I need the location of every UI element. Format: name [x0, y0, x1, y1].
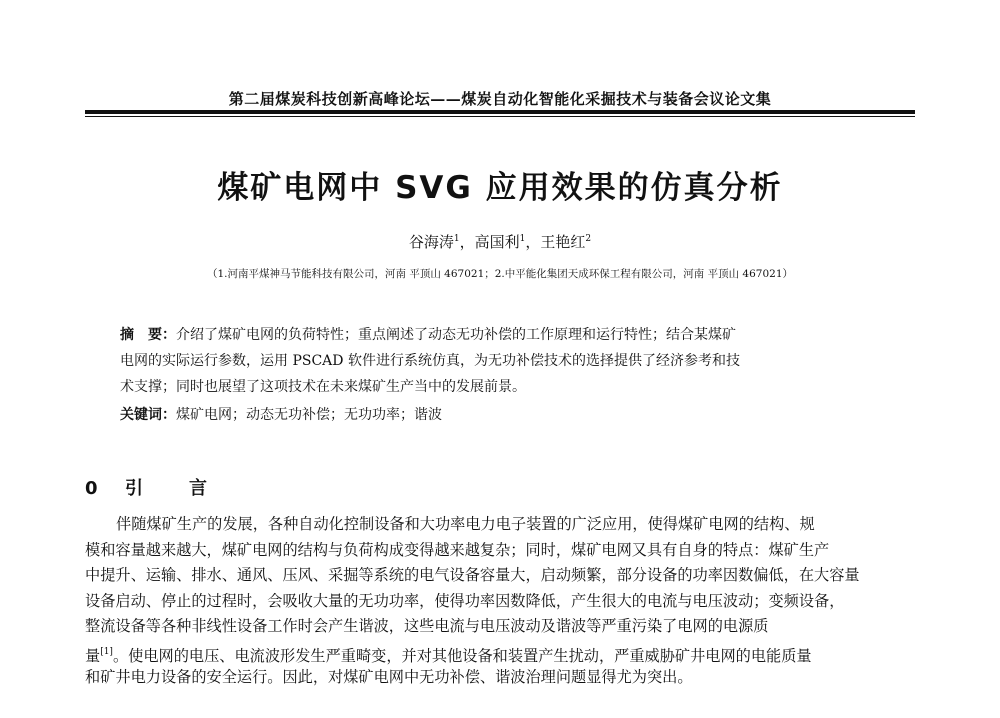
paper-title: 煤矿电网中 SVG 应用效果的仿真分析	[217, 170, 783, 206]
author-name: 王艳红	[540, 233, 586, 251]
author-affiliation-mark: 2	[585, 234, 592, 244]
keywords-text: 煤矿电网；动态无功补偿；无功功率；谐波	[176, 407, 442, 423]
author-list: 谷海涛$^1$，高国利$^1$，王艳红$^2$	[408, 233, 592, 251]
body-line: 伴随煤矿生产的发展，各种自动化控制设备和大功率电力电子装置的广泛应用，使得煤矿电网的结构、规	[116, 515, 815, 533]
abstract-label: 摘 要：	[120, 327, 176, 343]
body-line: 设备启动、停止的过程时，会吸收大量的无功功率，使得功率因数降低，产生很大的电流与电压波动；变频设备，	[85, 591, 845, 610]
body-line	[85, 640, 915, 666]
affiliation: （1.河南平煤神马节能科技有限公司，河南 平顶山 467021；2.中平能化集团天成环保工程有限公司，河南 平顶山 467021）	[206, 268, 794, 280]
abstract-text: 介绍了煤矿电网的负荷特性；重点阐述了动态无功补偿的工作原理和运行特性；结合某煤矿	[176, 327, 736, 343]
abstract	[120, 322, 890, 400]
header-rule-thin	[85, 116, 915, 117]
abstract-line: 术支撑；同时也展望了这项技术在未来煤矿生产当中的发展前景。	[120, 379, 526, 395]
section-heading	[85, 474, 253, 500]
abstract-line: 电网的实际运行参数，运用 PSCAD 软件进行系统仿真，为无功补偿技术的选择提供了经济参考和技	[120, 353, 740, 369]
body-line: 和矿井电力设备的安全运行。因此，对煤矿电网中无功补偿、谐波治理问题显得尤为突出。	[85, 668, 693, 686]
author-affiliation-mark: 1	[519, 234, 526, 244]
body-line: 中提升、运输、排水、通风、压风、采掘等系统的电气设备容量大，启动频繁，部分设备的功率因数偏低，在大容量	[85, 566, 860, 584]
author-name: 高国利	[474, 233, 520, 251]
body-text-fragment: 量	[85, 646, 101, 665]
section-title: 引言	[125, 478, 253, 499]
citation-reference[interactable]: [1]	[100, 646, 113, 657]
body-line: 模和容量越来越大，煤矿电网的结构与负荷构成变得越来越复杂；同时，煤矿电网又具有自身的特点：煤矿生产	[85, 540, 830, 559]
author-affiliation-mark: 1	[453, 234, 460, 244]
body-paragraph	[85, 512, 915, 691]
body-text-fragment: 。使电网的电压、电流波形发生严重畸变，并对其他设备和装置产生扰动，严重威胁矿井电网的电能质量	[112, 646, 812, 665]
keywords	[120, 404, 890, 424]
body-line: 整流设备等各种非线性设备工作时会产生谐波，这些电流与电压波动及谐波等严重污染了电网的电源质	[85, 617, 769, 635]
abstract-line	[120, 322, 890, 348]
section-number: 0	[85, 478, 98, 499]
header-rule-thick	[85, 110, 915, 114]
author-name: 谷海涛	[408, 233, 454, 251]
running-header: 第二届煤炭科技创新高峰论坛——煤炭自动化智能化采掘技术与装备会议论文集	[228, 90, 772, 108]
keywords-label: 关键词：	[120, 407, 176, 423]
